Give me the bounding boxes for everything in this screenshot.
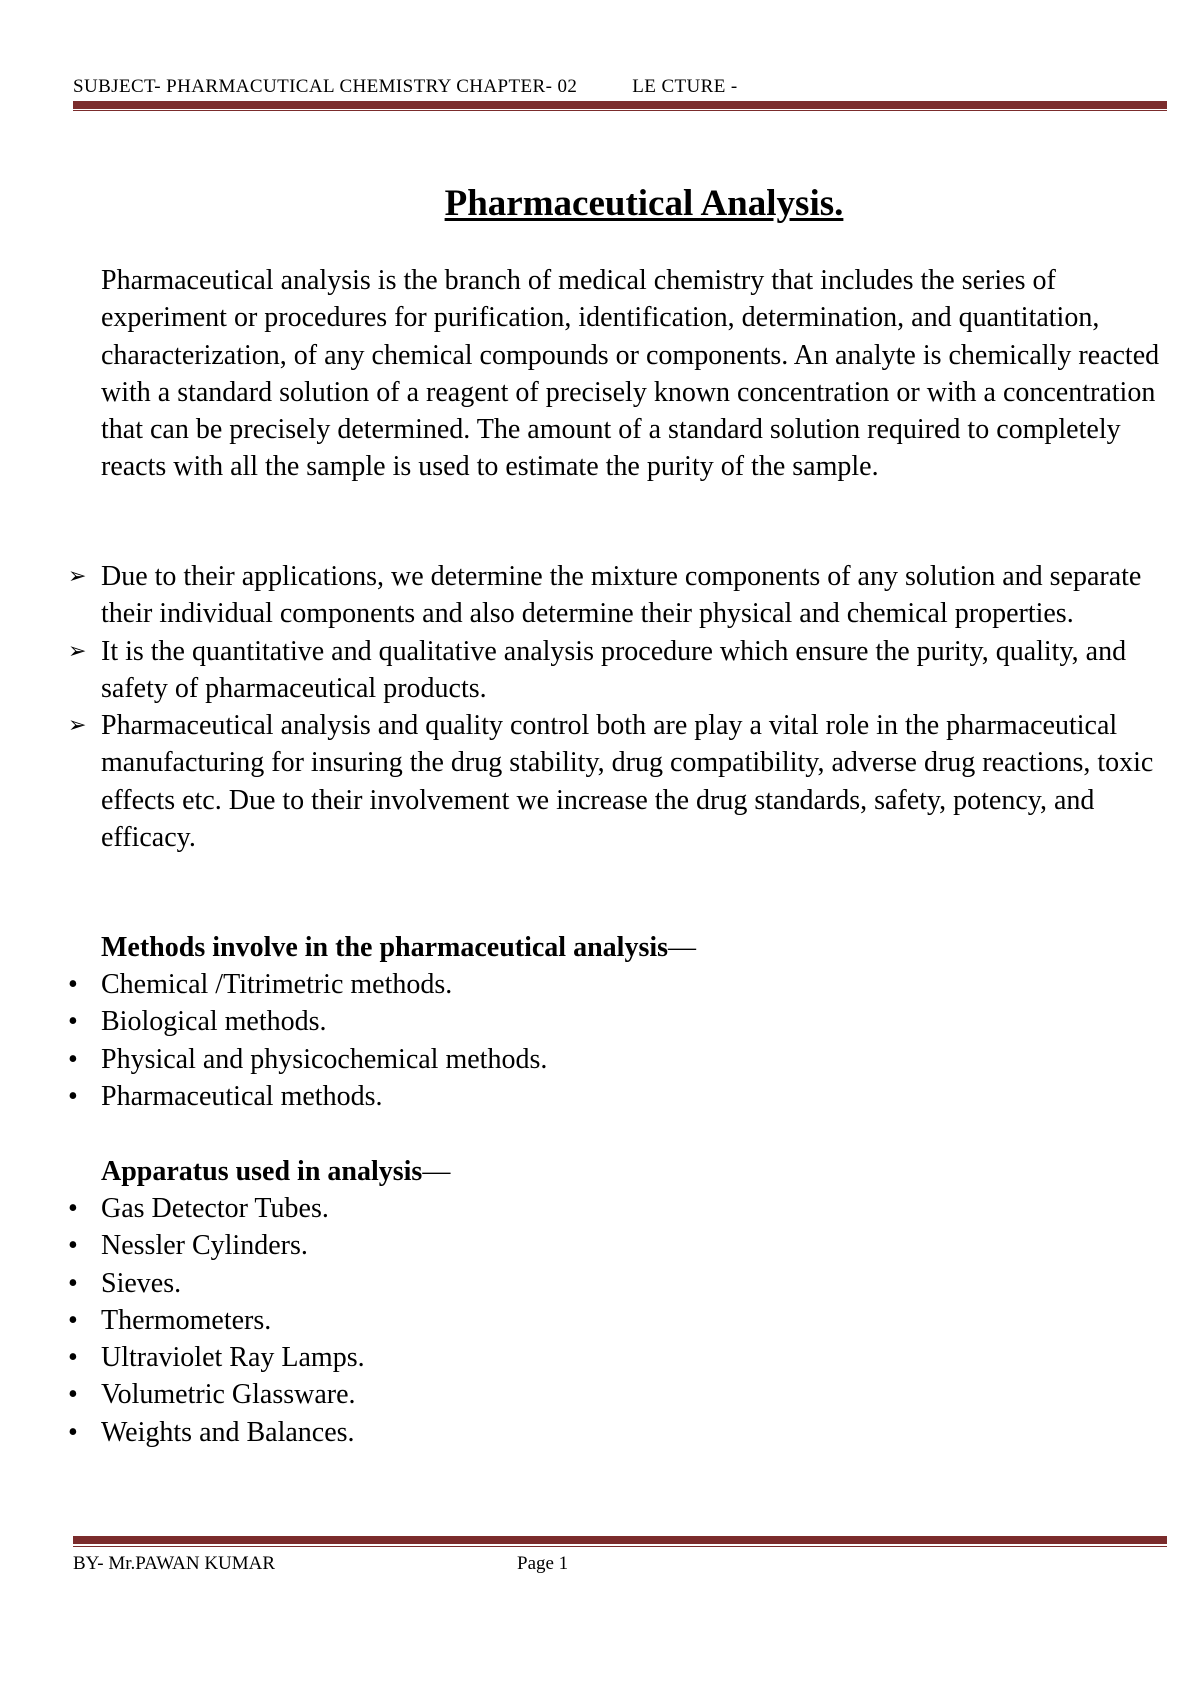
- list-item: [68, 1078, 868, 1115]
- methods-heading-dash: —: [668, 932, 697, 963]
- header-subject: SUBJECT- PHARMACUTICAL CHEMISTRY: [73, 76, 452, 97]
- header-lecture: LE CTURE -: [632, 76, 738, 97]
- arrow-point: [68, 707, 1178, 856]
- apparatus-heading: [101, 1153, 450, 1190]
- list-item: [68, 1041, 868, 1078]
- list-item: [68, 1414, 868, 1451]
- bullet-icon: •: [68, 1080, 78, 1112]
- list-item: [68, 1227, 868, 1264]
- header-rule-thin: [73, 110, 1167, 111]
- list-item-text: Pharmaceutical methods.: [101, 1080, 383, 1112]
- bullet-icon: •: [68, 1043, 78, 1075]
- arrow-point: [68, 558, 1178, 633]
- page-title: Pharmaceutical Analysis.: [444, 183, 844, 224]
- list-item-text: Volumetric Glassware.: [101, 1379, 356, 1411]
- intro-paragraph: Pharmaceutical analysis is the branch of medical chemistry that includes the series of experiment or procedures for purification, identification, determination, and quantitation, characterization, of any chemical compounds or components. An analyte is chemically reacted with a standard solution of a reagent of precisely known concentration or with a concentration that can be precisely determined. The amount of a standard solution required to completely reacts with all the sample is used to estimate the purity of the sample.: [101, 265, 1160, 483]
- list-item-text: Gas Detector Tubes.: [101, 1193, 329, 1224]
- methods-heading: [101, 929, 696, 966]
- arrow-point-list: [68, 558, 1178, 856]
- methods-list: [68, 966, 868, 1115]
- arrow-point-text: It is the quantitative and qualitative analysis procedure which ensure the purity, quality, and safety of pharmaceutical products.: [101, 635, 1127, 704]
- arrow-point-text: Due to their applications, we determine the mixture components of any solution and separate their individual components and also determine their physical and chemical properties.: [101, 561, 1142, 630]
- list-item-text: Sieves.: [101, 1267, 182, 1299]
- list-item-text: Nessler Cylinders.: [101, 1230, 308, 1262]
- footer-author: BY- Mr.PAWAN KUMAR: [73, 1553, 276, 1574]
- bullet-icon: •: [68, 1342, 78, 1374]
- arrow-point-text: Pharmaceutical analysis and quality control both are play a vital role in the pharmaceutical manufacturing for insuring the drug stability, drug compatibility, adverse drug reactions, toxic effects etc. Due to their involvement we increase the drug standards, safety, potency, and efficacy.: [101, 710, 1154, 854]
- methods-heading-text: Methods involve in the pharmaceutical analysis: [101, 932, 669, 963]
- list-item: [68, 1339, 868, 1376]
- list-item: [68, 1190, 868, 1227]
- list-item: [68, 1376, 868, 1413]
- header-rule: [73, 101, 1167, 109]
- arrow-point: [68, 633, 1178, 708]
- footer-rule: [73, 1536, 1167, 1544]
- bullet-icon: •: [68, 1416, 78, 1448]
- page-number: Page 1: [517, 1553, 569, 1574]
- arrow-bullet-icon: ➢: [68, 713, 87, 739]
- bullet-icon: •: [68, 1193, 78, 1224]
- list-item: [68, 966, 868, 1003]
- list-item-text: Chemical /Titrimetric methods.: [101, 969, 453, 1000]
- arrow-bullet-icon: ➢: [68, 638, 87, 664]
- footer-rule-thin: [73, 1546, 1167, 1547]
- bullet-icon: •: [68, 1006, 78, 1038]
- bullet-icon: •: [68, 1304, 78, 1336]
- apparatus-heading-dash: —: [422, 1156, 451, 1187]
- header-chapter: CHAPTER- 02: [456, 76, 578, 97]
- apparatus-heading-text: Apparatus used in analysis: [101, 1156, 423, 1187]
- bullet-icon: •: [68, 1230, 78, 1262]
- list-item-text: Physical and physicochemical methods.: [101, 1043, 548, 1075]
- apparatus-list: [68, 1190, 868, 1451]
- page-header: [73, 76, 738, 98]
- bullet-icon: •: [68, 1379, 78, 1411]
- list-item-text: Biological methods.: [101, 1006, 327, 1038]
- list-item-text: Ultraviolet Ray Lamps.: [101, 1342, 365, 1374]
- list-item-text: Weights and Balances.: [101, 1416, 355, 1448]
- arrow-bullet-icon: ➢: [68, 564, 87, 589]
- list-item: [68, 1265, 868, 1302]
- list-item: [68, 1302, 868, 1339]
- bullet-icon: •: [68, 1267, 78, 1299]
- bullet-icon: •: [68, 969, 78, 1000]
- list-item: [68, 1003, 868, 1040]
- list-item-text: Thermometers.: [101, 1304, 272, 1336]
